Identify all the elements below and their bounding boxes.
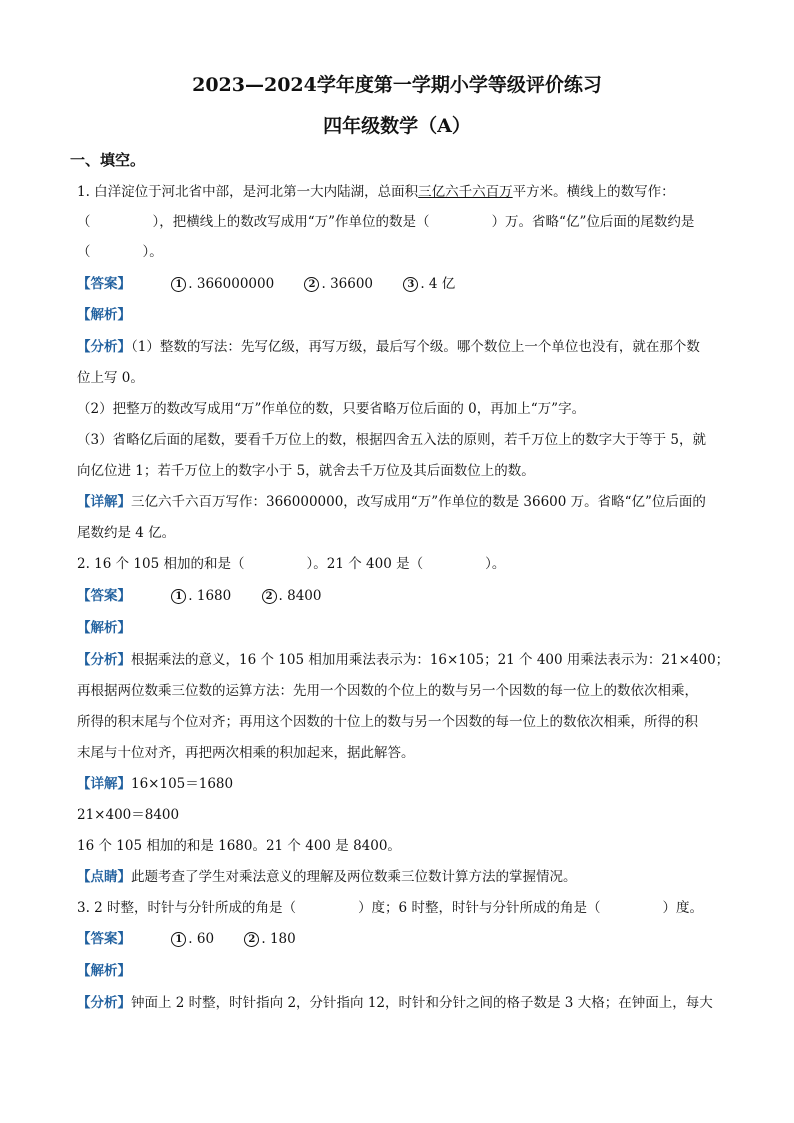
fenxi-tag: 【分析】 <box>77 995 131 1011</box>
q1-fenxi-line1: 【分析】（1）整数的写法：先写亿级，再写万级，最后写个级。哪个数位上一个单位也没有，就在那个数 <box>77 339 700 355</box>
q1-xiangjie-line1: 【详解】三亿六千六百万写作：366000000，改写成用“万”作单位的数是 36600 万。省略“亿”位后面的 <box>77 494 706 510</box>
xiangjie-tag: 【详解】 <box>77 494 131 510</box>
q1-fenxi-line4: （3）省略亿后面的尾数，要看千万位上的数，根据四舍五入法的原则，若千万位上的数字大于等于 5，就 <box>77 432 706 448</box>
q2-answer-2: 2 . 8400 <box>262 588 322 604</box>
q2-fenxi-line3: 所得的积末尾与个位对齐；再用这个因数的十位上的数与另一个因数的每一位上的数依次相乘，所得的积 <box>77 714 698 730</box>
q3-fenxi-line1: 【分析】钟面上 2 时整，时针指向 2，分针指向 12，时针和分针之间的格子数是 3 大格；在钟面上，每大 <box>77 995 713 1011</box>
q2-fenxi-line4: 末尾与十位对齐，再把两次相乘的积加起来，据此解答。 <box>77 745 415 761</box>
circled-number-icon: 2 <box>244 932 259 947</box>
circled-number-icon: 1 <box>171 932 186 947</box>
circled-number-icon: 1 <box>171 277 186 292</box>
q1-xiangjie-line2: 尾数约是 4 亿。 <box>77 525 176 541</box>
q2-fenxi-line2: 再根据两位数乘三位数的运算方法：先用一个因数的个位上的数与另一个因数的每一位上的数依次相乘， <box>77 683 698 699</box>
page-title: 2023—2024学年度第一学期小学等级评价练习 <box>192 74 602 96</box>
q2-xiangjie-line1: 【详解】16×105＝1680 <box>77 776 234 792</box>
q1-stem-line1: 1. 白洋淀位于河北省中部，是河北第一大内陆湖，总面积三亿六千六百万平方米。横线上的数写作： <box>77 184 675 200</box>
q1-jiexi-tag: 【解析】 <box>77 307 131 323</box>
q2-xiangjie-line3: 16 个 105 相加的和是 1680。21 个 400 是 8400。 <box>77 838 401 854</box>
q1-answer-3: 3 . 4 亿 <box>403 276 455 292</box>
q3-answer-row <box>77 929 727 949</box>
fenxi-tag: 【分析】 <box>77 339 131 355</box>
q3-stem: 3. 2 时整，时针与分针所成的角是（ ）度；6 时整，时针与分针所成的角是（ ）度。 <box>77 900 703 916</box>
q2-answer-row <box>77 586 727 606</box>
section-heading: 一、填空。 <box>70 151 146 169</box>
page-subtitle: 四年级数学（A） <box>323 115 471 137</box>
answer-tag: 【答案】 <box>77 931 131 947</box>
q3-answer-1: 1 . 60 <box>171 931 214 947</box>
q2-dianjing: 【点睛】此题考查了学生对乘法意义的理解及两位数乘三位数计算方法的掌握情况。 <box>77 869 577 885</box>
q1-answer-1: 1 . 366000000 <box>171 276 274 292</box>
q1-answer-2: 2 . 36600 <box>304 276 373 292</box>
circled-number-icon: 2 <box>304 277 319 292</box>
dianjing-tag: 【点睛】 <box>77 869 131 885</box>
q1-fenxi-line3: （2）把整万的数改写成用“万”作单位的数，只要省略万位后面的 0，再加上“万”字。 <box>77 401 586 417</box>
q1-stem-line2: （ ），把横线上的数改写成用“万”作单位的数是（ ）万。省略“亿”位后面的尾数约是 <box>77 214 695 230</box>
fenxi-tag: 【分析】 <box>77 652 131 668</box>
q2-fenxi-line1: 【分析】根据乘法的意义，16 个 105 相加用乘法表示为：16×105；21 个 400 用乘法表示为：21×400； <box>77 652 730 668</box>
q2-stem: 2. 16 个 105 相加的和是（ ）。21 个 400 是（ ）。 <box>77 556 506 572</box>
q3-jiexi-tag: 【解析】 <box>77 963 131 979</box>
q2-answer-1: 1 . 1680 <box>171 588 231 604</box>
q1-underlined-number: 三亿六千六百万 <box>418 184 513 200</box>
q1-fenxi-line2: 位上写 0。 <box>77 370 144 386</box>
circled-number-icon: 2 <box>262 589 277 604</box>
answer-tag: 【答案】 <box>77 588 131 604</box>
q1-fenxi-line5: 向亿位进 1；若千万位上的数字小于 5，就舍去千万位及其后面数位上的数。 <box>77 463 535 479</box>
circled-number-icon: 1 <box>171 589 186 604</box>
q1-stem-line3: （ ）。 <box>77 244 163 260</box>
answer-tag: 【答案】 <box>77 276 131 292</box>
q2-xiangjie-line2: 21×400＝8400 <box>77 807 180 823</box>
q3-answer-2: 2 . 180 <box>244 931 295 947</box>
circled-number-icon: 3 <box>403 277 418 292</box>
q1-answer-row <box>77 274 727 294</box>
q2-jiexi-tag: 【解析】 <box>77 620 131 636</box>
xiangjie-tag: 【详解】 <box>77 776 131 792</box>
